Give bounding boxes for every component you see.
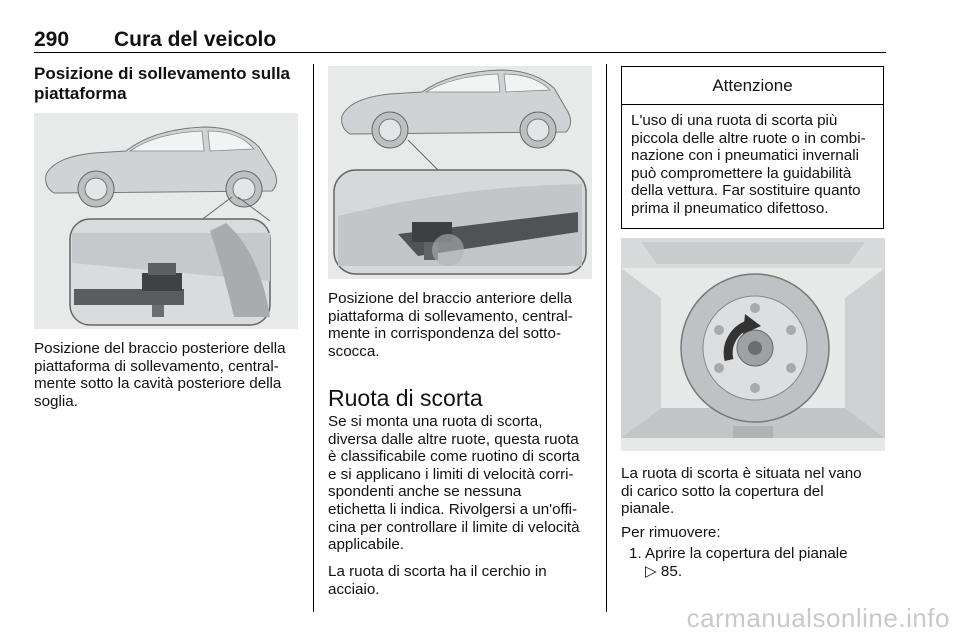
- warning-title: Attenzione: [622, 67, 883, 105]
- page-reference-link[interactable]: 85.: [660, 562, 683, 580]
- column-divider: [313, 64, 314, 612]
- removal-intro: Per rimuovere:: [621, 524, 721, 541]
- header-rule: [34, 52, 886, 53]
- chapter-title: Cura del veicolo: [114, 28, 277, 51]
- spare-wheel-figure: [621, 238, 885, 451]
- page-number: 290: [34, 28, 70, 51]
- list-item: 1. Aprire la copertura del pianale ▷ 85.: [629, 545, 848, 580]
- spare-wheel-location: La ruota di scorta è situata nel vano di carico sotto la copertura del pianale.: [621, 465, 862, 518]
- page-header: [34, 28, 886, 52]
- rear-lift-point-figure: [34, 113, 298, 329]
- section-heading: Posizione di sollevamento sulla piattaforma: [34, 64, 291, 103]
- spare-wheel-heading: Ruota di scorta: [328, 385, 483, 411]
- spare-wheel-paragraph-2: La ruota di scorta ha il cerchio in acciaio.: [328, 563, 547, 598]
- spare-wheel-paragraph-1: Se si monta una ruota di scorta, diversa dalle altre ruote, questa ruota è classificabile come ruotino di scorta e si applicano i limiti di velocità corri- spondenti anche se nessuna etichetta li indica. Rivolgersi a un'offi- cina per controllare il limite di velocità applicabile.: [328, 413, 580, 554]
- column-divider: [606, 64, 607, 612]
- watermark: carmanualsonline.info: [686, 603, 950, 633]
- removal-steps: [621, 545, 885, 580]
- rear-lift-caption: Posizione del braccio posteriore della piattaforma di sollevamento, central- mente sotto la cavità posteriore della soglia.: [34, 340, 286, 410]
- front-lift-point-figure: [328, 66, 592, 279]
- column-1: [34, 64, 298, 104]
- warning-body: L'uso di una ruota di scorta più piccola delle altre ruote o in combi- nazione con i pneumatici invernali può compromettere la guidabilità della vettura. Far sostituire quanto prima il pneumatico difettoso.: [631, 112, 866, 217]
- step-number: 1.: [629, 545, 642, 562]
- warning-box: [621, 66, 884, 229]
- reference-arrow-icon: ▷: [645, 562, 657, 580]
- front-lift-caption: Posizione del braccio anteriore della piattaforma di sollevamento, central- mente in corrispondenza del sotto- scocca.: [328, 290, 573, 360]
